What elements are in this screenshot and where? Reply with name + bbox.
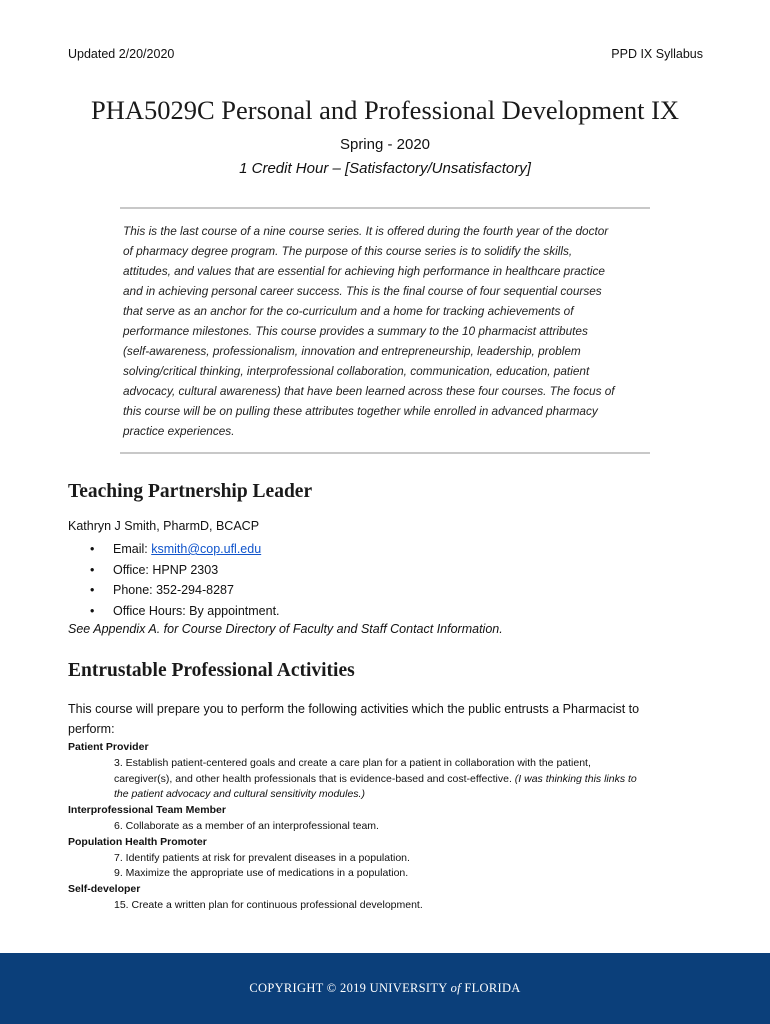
copyright-university: FLORIDA xyxy=(460,981,521,995)
epa-item: 9. Maximize the appropriate use of medications in a population. xyxy=(114,867,409,880)
email-label: Email: xyxy=(113,542,152,556)
contact-phone xyxy=(90,580,280,601)
divider-top xyxy=(120,207,650,209)
appendix-note: See Appendix A. for Course Directory of Faculty and Staff Contact Information. xyxy=(68,622,503,636)
epa-item-note: (I was thinking this links to xyxy=(514,772,637,785)
epa-category: Patient Provider xyxy=(68,741,149,753)
description-line: practice experiences. xyxy=(123,424,235,438)
bullet: • xyxy=(90,583,95,597)
copyright-footer xyxy=(0,953,770,1024)
epa-category: Self-developer xyxy=(68,883,141,896)
course-credit: 1 Credit Hour – [Satisfactory/Unsatisfactory] xyxy=(239,160,531,177)
description-line: that serve as an anchor for the co-curriculum and a home for tracking achievements of xyxy=(123,304,574,318)
course-description xyxy=(123,221,648,441)
contact-hours xyxy=(90,601,280,622)
epa-item-line xyxy=(114,772,708,788)
contact-office xyxy=(90,560,280,581)
description-line: performance milestones. This course provides a summary to the 10 pharmacist attributes xyxy=(123,324,588,338)
epa-intro: This course will prepare you to perform the following activities which the public entrusts a Pharmacist to perform: xyxy=(68,702,640,736)
description-line: and in achieving personal career success. This is the final course of four sequential courses xyxy=(123,284,602,298)
divider-bottom xyxy=(120,452,650,454)
contact-email xyxy=(90,539,280,560)
epa-category: Interprofessional Team Member xyxy=(68,804,226,817)
phone-text: Phone: 352-294-8287 xyxy=(113,583,234,597)
leader-name: Kathryn J Smith, PharmD, BCACP xyxy=(68,519,260,533)
epa-item: 7. Identify patients at risk for prevalent diseases in a population. xyxy=(114,851,410,864)
contact-list xyxy=(90,539,280,621)
hours-text: Office Hours: By appointment. xyxy=(113,603,280,618)
epa-category: Population Health Promoter xyxy=(68,835,207,848)
epa-item: 6. Collaborate as a member of an interprofessional team. xyxy=(114,819,379,832)
bullet: • xyxy=(90,542,95,556)
syllabus-label: PPD IX Syllabus xyxy=(611,47,703,61)
course-term: Spring - 2020 xyxy=(339,136,431,153)
description-line: advocacy, cultural awareness) that have been learned across these four courses. The focus of xyxy=(123,384,615,398)
epa-item-note: the patient advocacy and cultural sensitivity modules.) xyxy=(114,788,365,801)
epa-item-line: 3. Establish patient-centered goals and create a care plan for a patient in collaboration with the patient, xyxy=(114,756,591,769)
epa-heading: Entrustable Professional Activities xyxy=(68,660,355,681)
teaching-heading: Teaching Partnership Leader xyxy=(68,481,313,502)
description-line: attitudes, and values that are essential for achieving high performance in healthcare practice xyxy=(123,264,605,278)
description-line: of pharmacy degree program. The purpose of this course series is to solidify the skills, xyxy=(123,244,573,258)
bullet: • xyxy=(90,562,95,577)
bullet: • xyxy=(90,603,95,618)
updated-date: Updated 2/20/2020 xyxy=(68,47,175,61)
email-link[interactable]: ksmith@cop.ufl.edu xyxy=(151,542,262,556)
epa-item xyxy=(68,756,708,803)
description-line: this course will be on pulling these attributes together while enrolled in advanced pharmacy xyxy=(123,404,598,418)
copyright-of: of xyxy=(450,981,461,995)
epa-item-text: caregiver(s), and other health professionals that is evidence-based and cost-effective. xyxy=(114,772,515,785)
course-title: PHA5029C Personal and Professional Development IX xyxy=(90,95,680,125)
description-line: solving/critical thinking, interprofessional collaboration, communication, education, patient xyxy=(123,364,590,378)
epa-item: 15. Create a written plan for continuous professional development. xyxy=(114,898,423,911)
description-line: (self-awareness, professionalism, innovation and entrepreneurship, leadership, problem xyxy=(123,344,581,358)
description-line: This is the last course of a nine course series. It is offered during the fourth year of the doctor xyxy=(123,224,609,238)
copyright-text: COPYRIGHT © 2019 UNIVERSITY xyxy=(249,981,451,995)
epa-list xyxy=(68,740,708,914)
office-text: Office: HPNP 2303 xyxy=(113,562,219,577)
